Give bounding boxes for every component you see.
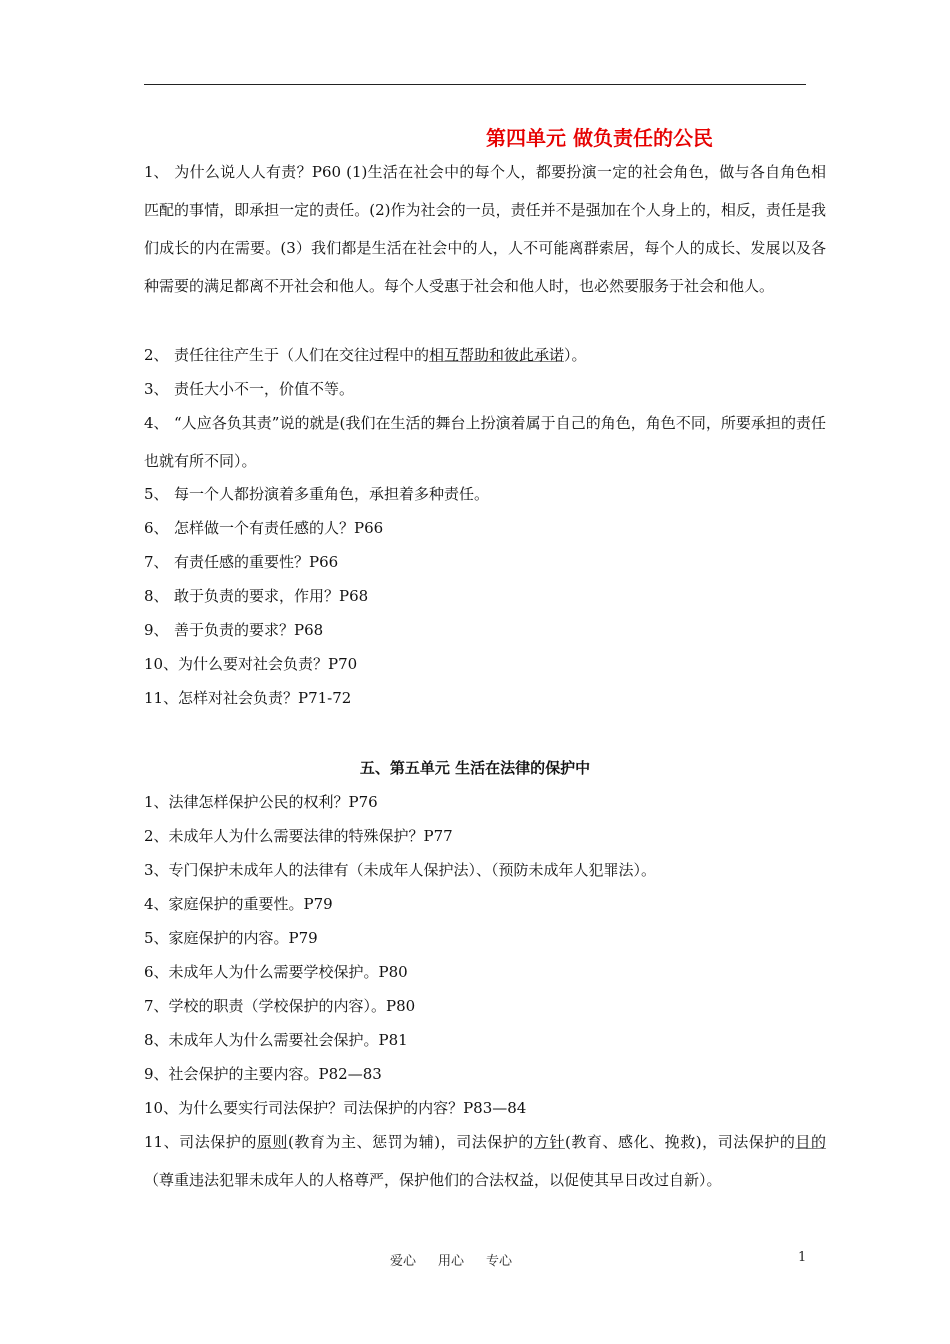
footer-word: 用心 (438, 1254, 465, 1269)
unit5-item-5: 5、家庭保护的内容。P79 (144, 929, 318, 947)
unit5-item-10: 10、为什么要实行司法保护？司法保护的内容？P83—84 (144, 1099, 527, 1117)
unit5-item-9: 9、社会保护的主要内容。P82—83 (144, 1065, 382, 1083)
unit5-title: 五、第五单元 生活在法律的保护中 (359, 759, 591, 777)
unit4-item-10 (144, 653, 826, 675)
unit4-item-7 (144, 551, 826, 573)
item-text: “人应各负其责”说的就是(我们在生活的舞台上扮演着属于自己的角色，角色不同，所要承担的责任也就有所不同）。 (144, 414, 826, 470)
item-text: 责任大小不一，价值不等。 (174, 380, 355, 398)
item-text: 每一个人都扮演着多重角色，承担着多种责任。 (174, 485, 490, 503)
unit4-item-3 (144, 378, 826, 400)
unit5-item-11 (144, 1123, 826, 1199)
unit5-item-4: 4、家庭保护的重要性。P79 (144, 895, 333, 913)
item-underlined-text: 相互帮助和彼此承诺 (429, 346, 565, 364)
item-text: (教育为主、惩罚为辅)，司法保护的 (287, 1133, 534, 1151)
unit5-item-6: 6、未成年人为什么需要学校保护。P80 (144, 963, 408, 981)
item-number: 9、 (144, 621, 169, 639)
unit4-item-11 (144, 687, 826, 709)
item-number: 11、 (144, 689, 179, 707)
unit4-item-5 (144, 483, 826, 505)
unit4-item-2 (144, 344, 826, 366)
underlined-term-principle: 原则 (256, 1133, 288, 1151)
unit5-item-2: 2、未成年人为什么需要法律的特殊保护？P77 (144, 827, 453, 845)
underlined-term-policy: 方针 (533, 1133, 566, 1151)
unit5-item-8: 8、未成年人为什么需要社会保护。P81 (144, 1031, 408, 1049)
unit4-item-9 (144, 619, 826, 641)
item-number: 7、 (144, 553, 169, 571)
item-number: 10、 (144, 655, 179, 673)
item-number: 5、 (144, 485, 169, 503)
item-text: ）。 (564, 346, 587, 364)
unit4-item-1 (144, 153, 826, 305)
item-text: 有责任感的重要性？P66 (174, 553, 339, 571)
item-number: 6、 (144, 519, 169, 537)
item-text: 11、司法保护的 (144, 1133, 257, 1151)
item-text: 善于负责的要求？P68 (174, 621, 324, 639)
unit5-item-1: 1、法律怎样保护公民的权利？P76 (144, 793, 378, 811)
unit5-item-7: 7、学校的职责（学校保护的内容）。P80 (144, 997, 416, 1015)
item-number: 1、 (144, 163, 169, 181)
page-footer (390, 1250, 534, 1269)
item-text: 怎样对社会负责？P71-72 (178, 689, 352, 707)
item-text: 责任往往产生于（人们在交往过程中的 (174, 346, 430, 364)
item-text: 敢于负责的要求，作用？P68 (174, 587, 369, 605)
header-rule (144, 84, 806, 85)
footer-word: 专心 (486, 1254, 513, 1269)
unit4-item-4 (144, 404, 826, 480)
page-number: 1 (798, 1250, 807, 1265)
item-number: 8、 (144, 587, 169, 605)
item-text: 怎样做一个有责任感的人？P66 (174, 519, 384, 537)
item-text: （尊重违法犯罪未成年人的人格尊严，保护他们的合法权益，以促使其早日改过自新）。 (144, 1171, 722, 1189)
footer-word: 爱心 (390, 1254, 417, 1269)
item-number: 3、 (144, 380, 169, 398)
item-number: 4、 (144, 414, 169, 432)
unit4-title: 第四单元 做负责任的公民 (486, 126, 713, 150)
item-text: 为什么要对社会负责？P70 (178, 655, 358, 673)
underlined-term-purpose: 目的 (795, 1133, 826, 1151)
unit4-item-8 (144, 585, 826, 607)
item-number: 2、 (144, 346, 169, 364)
item-text: 为什么说人人有责？P60 (1)生活在社会中的每个人，都要扮演一定的社会角色，做与各自角色相匹配的事情，即承担一定的责任。(2)作为社会的一员，责任并不是强加在个人身上的，相反，责任是我们成长的内在需要。(3）我们都是生活在社会中的人，人不可能离群索居，每个人的成长、发展以及各种需要的满足都离不开社会和他人。每个人受惠于社会和他人时，也必然要服务于社会和他人。 (144, 163, 826, 295)
unit4-item-6 (144, 517, 826, 539)
unit5-item-3: 3、专门保护未成年人的法律有（未成年人保护法）、（预防未成年人犯罪法）。 (144, 861, 657, 879)
item-text: (教育、感化、挽救)，司法保护的 (565, 1133, 796, 1151)
